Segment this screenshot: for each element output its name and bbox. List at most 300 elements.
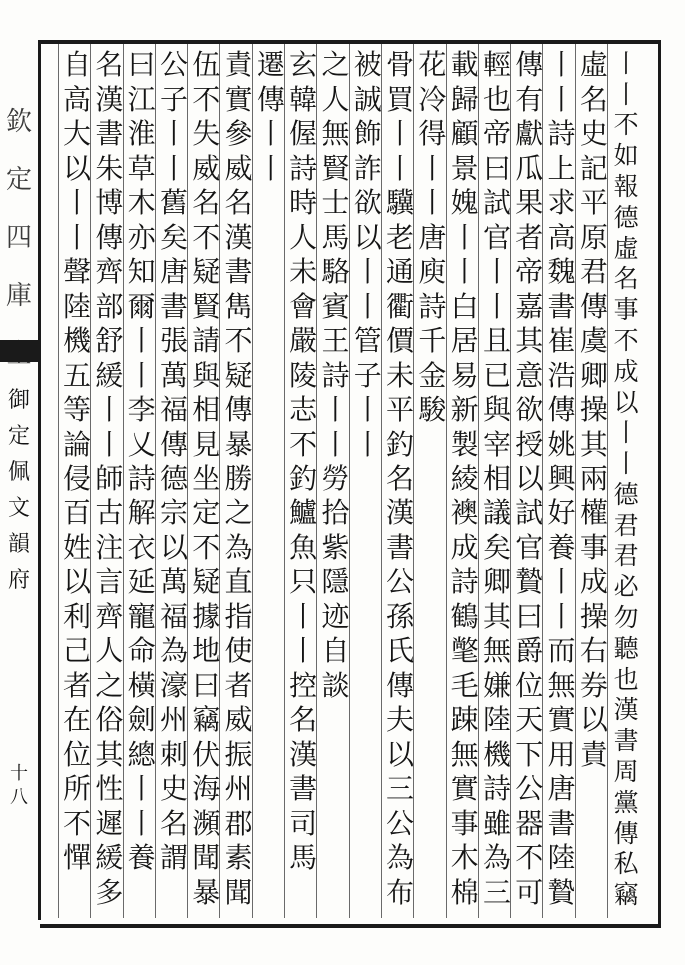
text-char: 天 — [515, 703, 544, 737]
text-char: 部 — [95, 289, 124, 323]
text-char: 為 — [159, 634, 188, 668]
text-char: 利 — [63, 599, 92, 633]
text-char: 失 — [192, 117, 221, 151]
text-char: 舒 — [95, 324, 124, 358]
text-char: 者 — [224, 668, 253, 702]
text-char: 素 — [224, 841, 253, 875]
text-char: 詩 — [547, 117, 576, 151]
text-char: 公 — [159, 48, 188, 82]
text-char: 士 — [321, 186, 350, 220]
book-title-char: 韻 — [7, 531, 30, 557]
text-char: 以 — [579, 703, 608, 737]
text-char: 丨 — [613, 48, 639, 78]
text-char: 事 — [613, 295, 639, 325]
text-char: 贄 — [547, 875, 576, 909]
text-char: 宰 — [482, 427, 511, 461]
text-char: 用 — [547, 737, 576, 771]
text-char: 所 — [63, 772, 92, 806]
text-char: 知 — [127, 255, 156, 289]
text-char: 劍 — [127, 703, 156, 737]
text-char: 踈 — [450, 703, 479, 737]
text-char: 顧 — [450, 117, 479, 151]
text-column — [513, 48, 545, 918]
text-char: 漢 — [613, 695, 639, 725]
text-char: 骨 — [386, 48, 415, 82]
text-char: 報 — [613, 172, 639, 202]
text-char: 據 — [192, 599, 221, 633]
text-char: 威 — [224, 703, 253, 737]
text-char: 駿 — [418, 393, 447, 427]
text-char: 以 — [353, 220, 382, 254]
text-char: 朱 — [95, 151, 124, 185]
text-char: 成 — [450, 530, 479, 564]
text-char: 事 — [579, 530, 608, 564]
text-char: 百 — [63, 496, 92, 530]
text-char: 以 — [515, 461, 544, 495]
book-title-char: 定 — [7, 423, 30, 449]
page-number — [4, 760, 34, 808]
text-char: 地 — [192, 634, 221, 668]
text-char: 操 — [579, 599, 608, 633]
text-char: 券 — [579, 668, 608, 702]
text-char: 陸 — [547, 841, 576, 875]
text-char: 三 — [482, 875, 511, 909]
text-char: 唐 — [159, 255, 188, 289]
text-char: 詩 — [418, 289, 447, 323]
text-char: 不 — [515, 841, 544, 875]
book-title-char: 佩 — [7, 459, 30, 485]
text-char: 竊 — [192, 703, 221, 737]
text-char: 君 — [613, 510, 639, 540]
text-char: 萬 — [159, 358, 188, 392]
text-char: 自 — [321, 634, 350, 668]
text-char: 釣 — [386, 427, 415, 461]
fish-tail-mark — [0, 340, 38, 362]
text-char: 延 — [127, 565, 156, 599]
text-char: 贄 — [515, 565, 544, 599]
text-char: 性 — [95, 772, 124, 806]
text-char: 竊 — [613, 880, 639, 910]
text-char: 丨 — [321, 393, 350, 427]
text-char: 養 — [547, 530, 576, 564]
text-char: 虛 — [579, 48, 608, 82]
text-char: 賢 — [321, 151, 350, 185]
text-char: 陵 — [289, 358, 318, 392]
text-char: 高 — [547, 220, 576, 254]
text-char: 司 — [289, 806, 318, 840]
text-char: 記 — [579, 151, 608, 185]
text-char: 會 — [289, 289, 318, 323]
text-char: 鱸 — [289, 496, 318, 530]
text-char: 夫 — [386, 703, 415, 737]
text-char: 德 — [613, 202, 639, 232]
text-char: 傳 — [579, 289, 608, 323]
text-char: 詐 — [353, 151, 382, 185]
text-char: 可 — [515, 875, 544, 909]
text-char: 威 — [192, 151, 221, 185]
text-char: 製 — [450, 427, 479, 461]
page-number-char: 八 — [10, 787, 28, 808]
text-char: 州 — [224, 772, 253, 806]
text-char: 遲 — [95, 806, 124, 840]
text-char: 己 — [63, 634, 92, 668]
text-char: 欲 — [515, 393, 544, 427]
text-char: 未 — [386, 358, 415, 392]
text-char: 州 — [159, 703, 188, 737]
text-char: 陸 — [482, 703, 511, 737]
text-char: 嫌 — [482, 668, 511, 702]
text-char: 刺 — [159, 737, 188, 771]
text-char: 博 — [95, 186, 124, 220]
text-char: 名 — [192, 186, 221, 220]
text-char: 淮 — [127, 117, 156, 151]
text-char: 氏 — [386, 634, 415, 668]
text-char: 好 — [547, 496, 576, 530]
text-char: 木 — [450, 841, 479, 875]
text-char: 兩 — [579, 461, 608, 495]
text-char: 卿 — [482, 565, 511, 599]
text-char: 史 — [159, 772, 188, 806]
text-char: 人 — [289, 220, 318, 254]
text-char: 疑 — [192, 255, 221, 289]
text-char: 試 — [482, 186, 511, 220]
text-char: 載 — [450, 48, 479, 82]
text-char: 書 — [289, 772, 318, 806]
text-char: 濠 — [159, 668, 188, 702]
text-char: 誠 — [353, 82, 382, 116]
text-char: 浩 — [547, 358, 576, 392]
text-char: 傳 — [224, 393, 253, 427]
text-char: 詩 — [289, 151, 318, 185]
text-char: 丨 — [353, 289, 382, 323]
text-char: 唐 — [547, 772, 576, 806]
text-char: 五 — [63, 358, 92, 392]
text-char: 寵 — [127, 599, 156, 633]
text-char: 丨 — [547, 82, 576, 116]
text-char: 帝 — [482, 117, 511, 151]
text-char: 瓜 — [515, 151, 544, 185]
text-char: 獻 — [515, 117, 544, 151]
text-char: 矣 — [159, 220, 188, 254]
text-char: 緩 — [95, 358, 124, 392]
text-char: 使 — [224, 634, 253, 668]
text-char: 周 — [613, 756, 639, 786]
book-title-char: 御 — [7, 387, 30, 413]
text-char: 新 — [450, 393, 479, 427]
text-char: 緩 — [95, 841, 124, 875]
text-char: 參 — [224, 117, 253, 151]
text-char: 上 — [547, 151, 576, 185]
text-column — [449, 48, 481, 918]
text-char: 漢 — [95, 82, 124, 116]
text-char: 以 — [386, 737, 415, 771]
text-char: 傳 — [159, 427, 188, 461]
text-char: 萬 — [159, 565, 188, 599]
text-char: 為 — [482, 841, 511, 875]
text-char: 陸 — [63, 289, 92, 323]
series-title-char: 庫 — [5, 280, 32, 311]
text-char: 買 — [386, 82, 415, 116]
text-char: 在 — [63, 703, 92, 737]
text-char: 疑 — [192, 565, 221, 599]
text-char: 責 — [579, 737, 608, 771]
text-char: 書 — [547, 289, 576, 323]
text-char: 平 — [579, 186, 608, 220]
text-char: 憚 — [63, 841, 92, 875]
text-char: 曰 — [482, 151, 511, 185]
text-column — [222, 48, 254, 918]
text-char: 命 — [127, 634, 156, 668]
text-char: 授 — [515, 427, 544, 461]
text-char: 丨 — [127, 358, 156, 392]
text-char: 福 — [159, 599, 188, 633]
text-char: 其 — [515, 324, 544, 358]
text-char: 解 — [127, 496, 156, 530]
text-char: 位 — [63, 737, 92, 771]
text-column — [545, 48, 577, 918]
text-column — [158, 48, 190, 918]
text-char: 玄 — [289, 48, 318, 82]
text-char: 瀕 — [192, 806, 221, 840]
text-char: 高 — [63, 82, 92, 116]
text-char: 書 — [224, 255, 253, 289]
text-char: 丨 — [289, 599, 318, 633]
text-char: 亦 — [127, 220, 156, 254]
text-char: 且 — [482, 324, 511, 358]
text-char: 虞 — [579, 324, 608, 358]
text-char: 勞 — [321, 461, 350, 495]
text-char: 德 — [159, 461, 188, 495]
text-char: 之 — [224, 496, 253, 530]
text-char: 被 — [353, 48, 382, 82]
text-char: 丨 — [127, 772, 156, 806]
text-char: 驥 — [386, 186, 415, 220]
text-char: 雋 — [224, 289, 253, 323]
text-char: 指 — [224, 599, 253, 633]
text-char: 丨 — [547, 599, 576, 633]
text-char: 官 — [482, 220, 511, 254]
text-char: 公 — [386, 565, 415, 599]
text-char: 丨 — [256, 151, 285, 185]
text-char: 丨 — [95, 427, 124, 461]
text-char: 無 — [450, 737, 479, 771]
text-column — [352, 48, 384, 918]
text-column — [384, 48, 416, 918]
text-char: 唐 — [418, 220, 447, 254]
text-char: 丨 — [386, 151, 415, 185]
text-char: 襖 — [450, 496, 479, 530]
text-char: 丨 — [450, 255, 479, 289]
text-char: 成 — [613, 356, 639, 386]
text-char: 崔 — [547, 324, 576, 358]
text-char: 請 — [192, 324, 221, 358]
text-char: 以 — [63, 565, 92, 599]
text-char: 之 — [321, 48, 350, 82]
text-char: 得 — [418, 117, 447, 151]
text-char: 嚴 — [289, 324, 318, 358]
text-char: 振 — [224, 737, 253, 771]
text-char: 不 — [192, 530, 221, 564]
text-char: 姚 — [547, 427, 576, 461]
text-char: 矣 — [482, 530, 511, 564]
text-char: 聲 — [63, 255, 92, 289]
text-char: 乂 — [127, 427, 156, 461]
text-char: 不 — [613, 110, 639, 140]
text-char: 俗 — [95, 703, 124, 737]
page-margin — [0, 40, 41, 920]
text-char: 綾 — [450, 461, 479, 495]
text-char: 名 — [159, 806, 188, 840]
text-char: 舊 — [159, 186, 188, 220]
text-char: 虛 — [613, 233, 639, 263]
text-char: 伍 — [192, 48, 221, 82]
text-char: 操 — [579, 393, 608, 427]
text-char: 傳 — [547, 393, 576, 427]
text-char: 丨 — [613, 449, 639, 479]
text-char: 拾 — [321, 496, 350, 530]
text-char: 公 — [386, 806, 415, 840]
series-title-char: 欽 — [5, 106, 32, 137]
text-char: 言 — [95, 565, 124, 599]
text-char: 私 — [613, 849, 639, 879]
text-column — [255, 48, 287, 918]
text-char: 等 — [63, 393, 92, 427]
text-char: 賢 — [192, 289, 221, 323]
text-char: 人 — [321, 82, 350, 116]
text-char: 其 — [95, 737, 124, 771]
text-char: 丨 — [418, 151, 447, 185]
text-char: 丨 — [353, 255, 382, 289]
text-char: 如 — [613, 141, 639, 171]
text-char: 丨 — [613, 418, 639, 448]
text-char: 丨 — [289, 634, 318, 668]
text-char: 丨 — [482, 255, 511, 289]
text-char: 老 — [386, 220, 415, 254]
text-char: 欲 — [353, 186, 382, 220]
page-number-char: 十 — [10, 763, 28, 784]
text-char: 坐 — [192, 461, 221, 495]
text-char: 聽 — [613, 633, 639, 663]
text-char: 書 — [95, 117, 124, 151]
text-char: 不 — [63, 806, 92, 840]
text-char: 丨 — [386, 117, 415, 151]
text-char: 馬 — [289, 841, 318, 875]
text-char: 不 — [289, 427, 318, 461]
text-char: 丨 — [159, 117, 188, 151]
text-char: 詩 — [127, 461, 156, 495]
text-char: 傳 — [256, 82, 285, 116]
text-char: 不 — [613, 325, 639, 355]
text-char: 曰 — [192, 668, 221, 702]
text-char: 責 — [224, 48, 253, 82]
text-char: 位 — [515, 668, 544, 702]
text-char: 花 — [418, 48, 447, 82]
text-char: 見 — [192, 427, 221, 461]
text-char: 以 — [63, 151, 92, 185]
text-char: 相 — [192, 393, 221, 427]
text-char: 居 — [450, 324, 479, 358]
text-char: 相 — [482, 461, 511, 495]
text-char: 丨 — [256, 117, 285, 151]
text-char: 議 — [482, 496, 511, 530]
text-char: 試 — [515, 496, 544, 530]
text-char: 遷 — [256, 48, 285, 82]
text-char: 通 — [386, 255, 415, 289]
text-char: 丨 — [95, 393, 124, 427]
text-char: 威 — [224, 151, 253, 185]
text-char: 衢 — [386, 289, 415, 323]
text-char: 與 — [192, 358, 221, 392]
text-char: 爵 — [515, 634, 544, 668]
text-char: 曰 — [515, 599, 544, 633]
text-char: 偓 — [289, 117, 318, 151]
text-char: 之 — [95, 668, 124, 702]
text-char: 也 — [482, 82, 511, 116]
text-char: 氅 — [450, 634, 479, 668]
text-char: 丨 — [482, 289, 511, 323]
text-column — [126, 48, 158, 918]
text-char: 傳 — [515, 48, 544, 82]
text-char: 求 — [547, 186, 576, 220]
text-char: 輕 — [482, 48, 511, 82]
text-char: 名 — [386, 461, 415, 495]
text-char: 以 — [613, 387, 639, 417]
text-char: 傳 — [386, 668, 415, 702]
text-column — [93, 48, 125, 918]
text-char: 勿 — [613, 603, 639, 633]
text-char: 嘉 — [515, 289, 544, 323]
text-char: 鶴 — [450, 599, 479, 633]
text-char: 談 — [321, 668, 350, 702]
text-char: 傳 — [613, 818, 639, 848]
text-char: 姓 — [63, 530, 92, 564]
text-char: 史 — [579, 117, 608, 151]
text-char: 丨 — [418, 186, 447, 220]
text-char: 江 — [127, 82, 156, 116]
text-char: 平 — [386, 393, 415, 427]
text-char: 謂 — [159, 841, 188, 875]
text-char: 詩 — [321, 358, 350, 392]
text-char: 暴 — [192, 875, 221, 909]
text-char: 已 — [482, 358, 511, 392]
text-char: 權 — [579, 496, 608, 530]
text-char: 丨 — [547, 48, 576, 82]
text-column — [578, 48, 610, 918]
text-char: 人 — [95, 634, 124, 668]
text-char: 不 — [192, 220, 221, 254]
text-char: 丨 — [613, 79, 639, 109]
text-char: 官 — [515, 530, 544, 564]
text-char: 帝 — [515, 255, 544, 289]
text-char: 郡 — [224, 806, 253, 840]
text-char: 王 — [321, 324, 350, 358]
text-char: 勝 — [224, 461, 253, 495]
text-char: 與 — [482, 393, 511, 427]
text-char: 雖 — [482, 806, 511, 840]
book-title — [4, 380, 34, 596]
text-char: 張 — [159, 324, 188, 358]
text-char: 有 — [515, 82, 544, 116]
book-title-char: 文 — [7, 495, 30, 521]
text-char: 也 — [613, 664, 639, 694]
text-char: 機 — [482, 737, 511, 771]
text-char: 事 — [450, 806, 479, 840]
text-column — [610, 48, 642, 918]
text-char: 子 — [353, 358, 382, 392]
text-char: 養 — [127, 841, 156, 875]
text-char: 定 — [192, 496, 221, 530]
text-char: 丨 — [450, 220, 479, 254]
